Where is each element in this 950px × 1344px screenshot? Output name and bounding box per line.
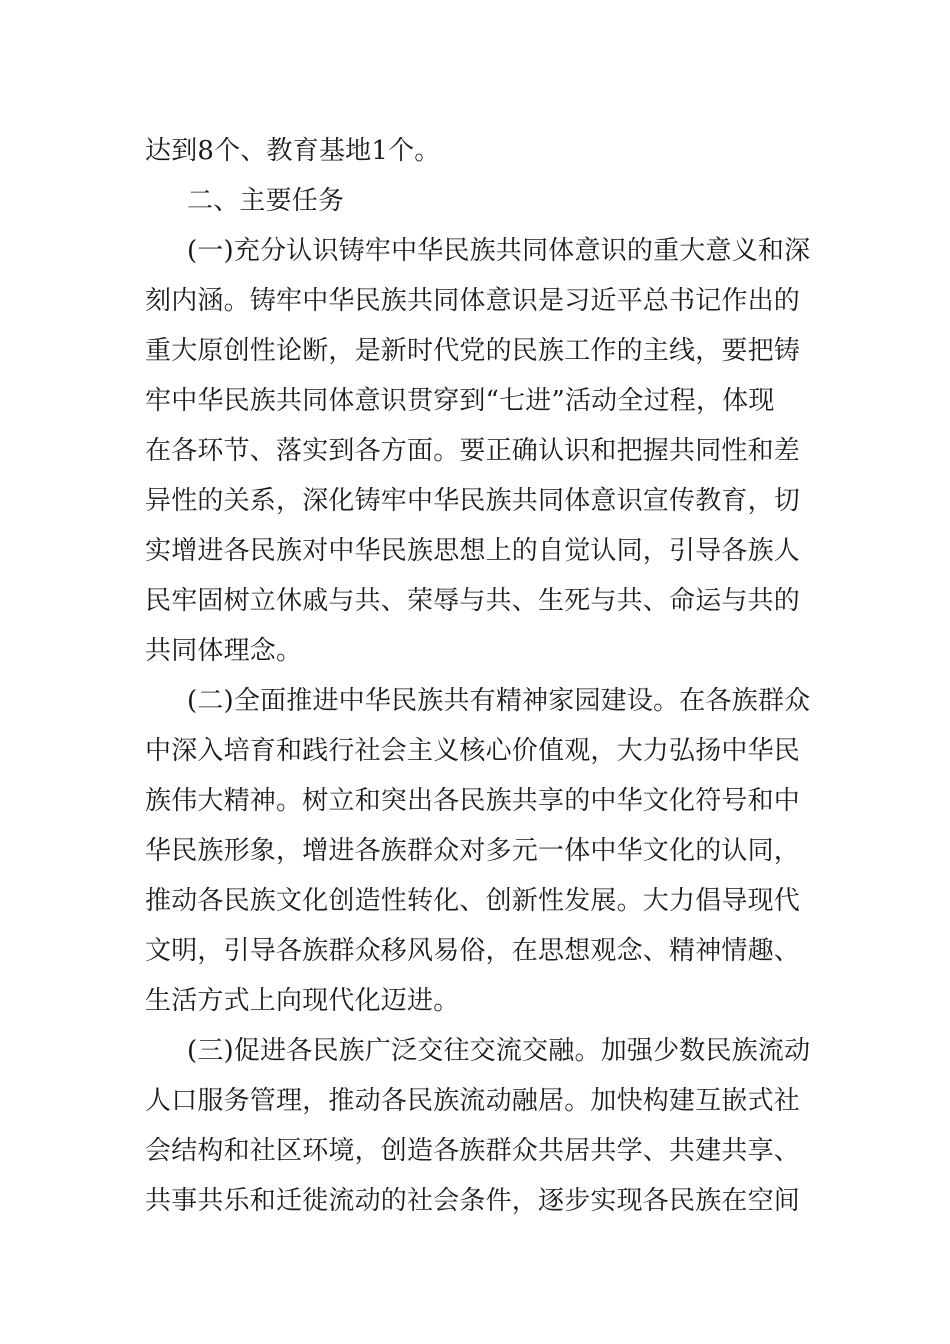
- text-line: (三)促进各民族广泛交往交流交融。加强少数民族流动: [187, 1036, 811, 1066]
- text-line: 重大原创性论断，是新时代党的民族工作的主线，要把铸: [145, 336, 801, 366]
- text-line: 在各环节、落实到各方面。要正确认识和把握共同性和差: [145, 436, 801, 466]
- text-line: 推动各民族文化创造性转化、创新性发展。大力倡导现代: [145, 886, 801, 916]
- text-line: 会结构和社区环境，创造各族群众共居共学、共建共享、: [145, 1136, 801, 1166]
- text-line: 牢中华民族共同体意识贯穿到“七进”活动全过程，体现: [145, 386, 775, 416]
- text-line: 生活方式上向现代化迈进。: [145, 986, 460, 1016]
- text-line: (二)全面推进中华民族共有精神家园建设。在各族群众: [187, 686, 811, 716]
- text-line: 刻内涵。铸牢中华民族共同体意识是习近平总书记作出的: [145, 286, 801, 316]
- text-line: 文明，引导各族群众移风易俗，在思想观念、精神情趣、: [145, 936, 801, 966]
- text-line: 实增进各民族对中华民族思想上的自觉认同，引导各族人: [145, 536, 801, 566]
- text-line: 共事共乐和迁徙流动的社会条件，逐步实现各民族在空间: [145, 1186, 801, 1216]
- text-line: 中深入培育和践行社会主义核心价值观，大力弘扬中华民: [145, 736, 801, 766]
- text-line: (一)充分认识铸牢中华民族共同体意识的重大意义和深: [187, 236, 811, 266]
- text-line: 民牢固树立休戚与共、荣辱与共、生死与共、命运与共的: [145, 586, 801, 616]
- text-line: 达到8个、教育基地1个。: [145, 136, 441, 166]
- text-line: 共同体理念。: [145, 636, 303, 666]
- text-line: 异性的关系，深化铸牢中华民族共同体意识宣传教育，切: [145, 486, 801, 516]
- section-heading: 二、主要任务: [187, 186, 345, 216]
- text-line: 人口服务管理，推动各民族流动融居。加快构建互嵌式社: [145, 1086, 801, 1116]
- text-line: 族伟大精神。树立和突出各民族共享的中华文化符号和中: [145, 786, 801, 816]
- text-line: 华民族形象，增进各族群众对多元一体中华文化的认同，: [145, 836, 801, 866]
